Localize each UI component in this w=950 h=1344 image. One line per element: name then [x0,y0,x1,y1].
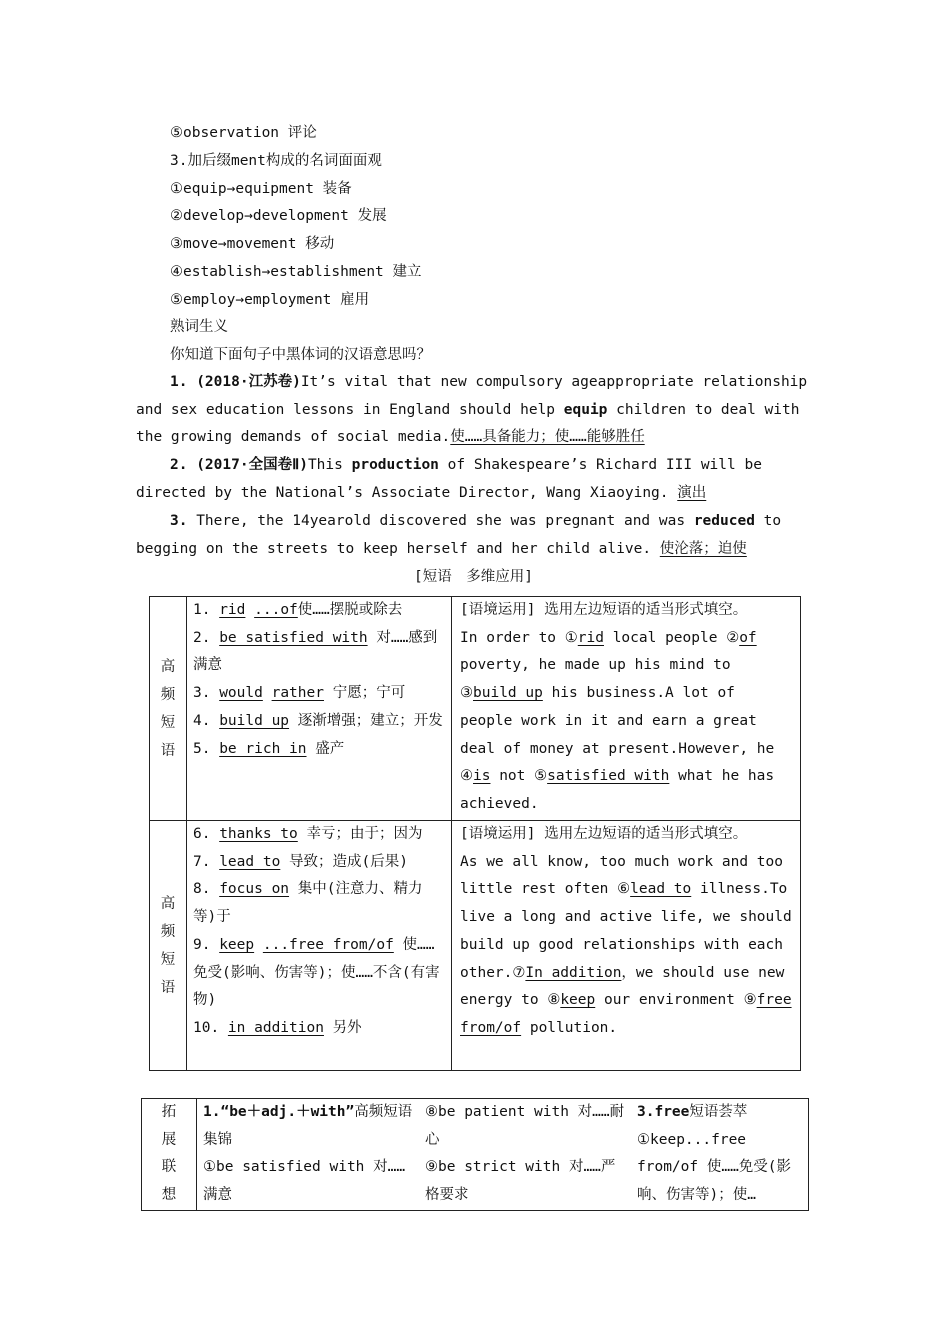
extension-table [141,1098,809,1211]
passage-text: our environment [595,992,744,1009]
side-label: 高 频 短 语 [150,821,187,1071]
phrase-item: 8. focus on 集中(注意力、精力等)于 [193,881,423,926]
passage-text: As we all know, too much work and too little rest often [460,853,784,898]
passage-text: local people [603,629,727,646]
exercise-passage [460,625,792,819]
extension-col-1: 1.“be＋adj.＋with”高频短语集锦 ①be satisfied with 对……满意 [197,1099,420,1211]
passage-text: In order to [460,629,565,646]
phrase-item: 9. keep ...free from/of 使……免受(影响、伤害等)；使……不含(有害物) [193,936,440,1009]
side-label: 拓 展 联 想 [142,1099,197,1211]
passage-text: ⑧ [547,992,561,1009]
phrase-list [187,821,452,1071]
subheading-ment: 3.加后缀ment构成的名词面面观 [170,153,382,169]
answer-blank: lead to [630,881,692,898]
keyword: production [351,457,439,473]
phrase-item: 7. lead to 导致；造成(后果) [193,853,409,870]
extension-col-2: ⑧be patient with 对……耐心 ⑨be strict with 对……严格要求 [419,1099,631,1211]
passage-text: ⑤ [534,768,548,785]
passage-text: ，we should use new energy to [460,964,785,1009]
phrase-item: 10. in addition 另外 [193,1019,362,1036]
phrase-item: 4. build up 逐渐增强；建立；开发 [193,712,443,729]
keyword: equip [563,401,608,418]
exercise-task: [语境运用] 选用左边短语的适当形式填空。 [460,826,748,842]
section-title: 熟词生义 [170,319,228,335]
answer-blank: build up [473,685,543,702]
passage-text: ⑥ [617,881,631,898]
example-sentence-1: 1. (2018·江苏卷)It’s vital that new compulsory ageappropriate relationship and sex education lessons in England should help equip children to deal with the growing demands of social media.使……具备能力；使……能够胜任 [136,374,808,446]
context-exercise [452,821,801,1071]
context-exercise [452,597,801,821]
passage-text: ④ [460,768,473,785]
text-line: ④establish→establishment 建立 [170,264,422,280]
phrase-item: 3. would rather 宁愿；宁可 [193,685,406,702]
text-line: ①equip→equipment 装备 [170,181,352,197]
answer-blank: rid [577,629,604,646]
exercise-task: [语境运用] 选用左边短语的适当形式填空。 [460,602,748,618]
passage-text: poverty, he made up his mind to [460,657,731,674]
passage-text: his business.A lot of people work in it and earn a great deal of money at present.However, he [460,685,775,757]
text-line: ⑤employ→employment 雇用 [170,292,370,308]
answer-blank: satisfied with [547,768,670,785]
side-label: 高 频 短 语 [150,597,187,821]
answer-blank: In addition [525,964,622,981]
example-sentence-3: 3. There, the 14yearold discovered she was pregnant and was reduced to begging on the streets to keep herself and her child alive. 使沦落；迫使 [136,513,782,557]
text-line: ⑤observation 评论 [170,125,317,141]
passage-text: ① [564,629,578,646]
instruction-text: 你知道下面句子中黑体词的汉语意思吗？ [170,347,431,363]
passage-text: ② [726,629,740,646]
passage-text: illness.To live a long and active life, we should build up good relationships with each other. [460,881,792,981]
passage-text: pollution. [521,1019,618,1036]
passage-text: not [490,768,535,785]
passage-text: ⑦ [512,964,526,981]
passage-text: ③ [460,685,473,702]
phrase-item: 1. rid ...of使……摆脱或除去 [193,602,403,618]
text-line: ②develop→development 发展 [170,208,387,224]
phrase-item: 5. be rich in 盛产 [193,740,345,757]
phrase-table [149,596,801,1071]
answer-blank: free from/of [460,992,792,1036]
phrase-item: 6. thanks to 幸亏；由于；因为 [193,826,423,842]
passage-text: what he has achieved. [460,768,775,812]
phrase-item: 2. be satisfied with 对……感到满意 [193,629,438,674]
exercise-passage [460,849,792,1043]
passage-text: ⑨ [743,992,757,1009]
answer: 演出 [677,484,707,501]
keyword: reduced [693,513,755,529]
extension-col-3: 3.free短语荟萃 ①keep...free from/of 使……免受(影响、伤害等)；使… [631,1099,809,1211]
text-line: ③move→movement 移动 [170,236,335,252]
phrase-list [187,597,452,821]
answer: 使沦落；迫使 [659,540,747,557]
section-heading: [短语 多维应用] [414,569,533,585]
example-sentence-2: 2. (2017·全国卷Ⅱ)This production of Shakespeare’s Richard III will be directed by the National’s Associate Director, Wang Xiaoying. 演出 [136,457,762,501]
answer-blank: keep [560,992,596,1009]
answer-blank: is [473,768,491,785]
answer: 使……具备能力；使……能够胜任 [450,429,645,446]
answer-blank: of [739,629,757,646]
